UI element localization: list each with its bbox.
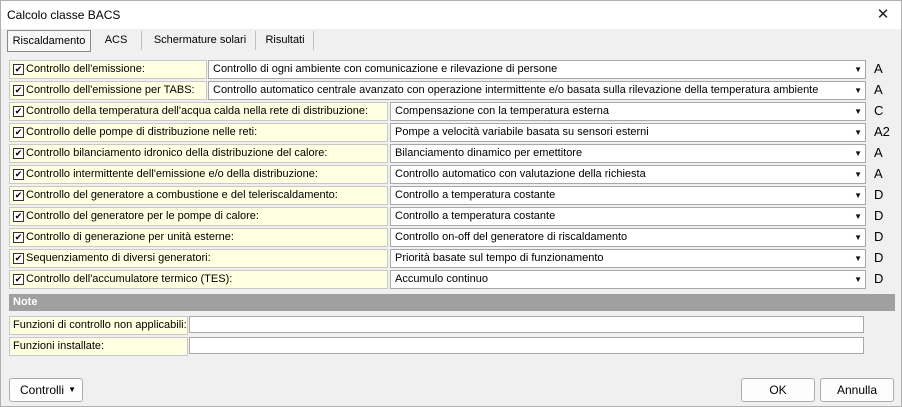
class-grade: A xyxy=(874,82,883,97)
window-title: Calcolo classe BACS xyxy=(7,8,121,22)
row-label: Controllo di generazione per unità esterne: xyxy=(26,231,234,243)
row-label-box xyxy=(9,228,388,247)
control-select[interactable] xyxy=(208,60,866,79)
ok-button[interactable]: OK xyxy=(741,378,815,402)
select-value: Priorità basate sul tempo di funzionamento xyxy=(395,252,604,264)
row-label-box xyxy=(9,165,388,184)
tab-schermature-solari[interactable]: Schermature solari xyxy=(145,31,256,50)
chevron-down-icon: ▼ xyxy=(68,385,76,394)
installed-functions-input[interactable] xyxy=(189,337,864,354)
class-grade: D xyxy=(874,250,884,265)
chevron-down-icon: ▼ xyxy=(854,191,862,200)
checkbox[interactable]: ✔ xyxy=(14,85,23,95)
control-row xyxy=(9,186,895,205)
note-label-box xyxy=(9,337,188,356)
checkbox[interactable]: ✔ xyxy=(14,211,23,221)
control-select[interactable] xyxy=(390,207,866,226)
row-label: Controllo dell'emissione: xyxy=(26,63,145,75)
checkbox[interactable]: ✔ xyxy=(14,127,23,137)
tab-risultati[interactable]: Risultati xyxy=(257,31,314,50)
class-grade: A xyxy=(874,166,883,181)
checkbox[interactable]: ✔ xyxy=(14,169,23,179)
note-label: Funzioni installate: xyxy=(13,340,105,352)
select-value: Controllo on-off del generatore di riscaldamento xyxy=(395,231,628,243)
row-label-box xyxy=(9,123,388,142)
chevron-down-icon: ▼ xyxy=(854,86,862,95)
chevron-down-icon: ▼ xyxy=(854,275,862,284)
control-row xyxy=(9,165,895,184)
row-label: Controllo del generatore a combustione e del teleriscaldamento: xyxy=(26,189,338,201)
control-row xyxy=(9,228,895,247)
row-label: Controllo intermittente dell'emissione e/o della distribuzione: xyxy=(26,168,318,180)
control-select[interactable] xyxy=(390,123,866,142)
row-label-box xyxy=(9,186,388,205)
row-label-box xyxy=(9,60,207,79)
note-label: Funzioni di controllo non applicabili: xyxy=(13,319,187,331)
class-grade: D xyxy=(874,208,884,223)
select-value: Controllo a temperatura costante xyxy=(395,189,556,201)
checkbox[interactable]: ✔ xyxy=(14,232,23,242)
notes-header-label: Note xyxy=(13,296,38,308)
class-grade: A2 xyxy=(874,124,890,139)
close-icon[interactable]: ✕ xyxy=(876,6,890,23)
control-select[interactable] xyxy=(390,144,866,163)
select-value: Controllo di ogni ambiente con comunicazione e rilevazione di persone xyxy=(213,63,558,75)
class-grade: C xyxy=(874,103,884,118)
control-row xyxy=(9,60,895,79)
class-grade: D xyxy=(874,229,884,244)
chevron-down-icon: ▼ xyxy=(854,212,862,221)
chevron-down-icon: ▼ xyxy=(854,65,862,74)
row-label-box xyxy=(9,144,388,163)
control-row xyxy=(9,123,895,142)
chevron-down-icon: ▼ xyxy=(854,107,862,116)
select-value: Pompe a velocità variabile basata su sensori esterni xyxy=(395,126,649,138)
tab-riscaldamento[interactable]: Riscaldamento xyxy=(7,30,91,52)
row-label: Controllo delle pompe di distribuzione nelle reti: xyxy=(26,126,258,138)
controls-button-label: Controlli xyxy=(20,383,65,397)
row-label-box xyxy=(9,270,388,289)
chevron-down-icon: ▼ xyxy=(854,254,862,263)
select-value: Compensazione con la temperatura esterna xyxy=(395,105,610,117)
select-value: Controllo a temperatura costante xyxy=(395,210,556,222)
class-grade: D xyxy=(874,187,884,202)
checkbox[interactable]: ✔ xyxy=(14,253,23,263)
control-row xyxy=(9,81,895,100)
control-row xyxy=(9,270,895,289)
cancel-button[interactable]: Annulla xyxy=(820,378,894,402)
row-label: Sequenziamento di diversi generatori: xyxy=(26,252,211,264)
row-label-box xyxy=(9,102,388,121)
checkbox[interactable]: ✔ xyxy=(14,148,23,158)
controls-dropdown-button[interactable] xyxy=(9,378,83,402)
control-row xyxy=(9,102,895,121)
checkbox[interactable]: ✔ xyxy=(14,190,23,200)
control-select[interactable] xyxy=(390,228,866,247)
control-row xyxy=(9,144,895,163)
class-grade: A xyxy=(874,145,883,160)
notes-header xyxy=(9,294,895,311)
control-select[interactable] xyxy=(208,81,866,100)
chevron-down-icon: ▼ xyxy=(854,170,862,179)
control-select[interactable] xyxy=(390,270,866,289)
checkbox[interactable]: ✔ xyxy=(14,106,23,116)
row-label: Controllo bilanciamento idronico della distribuzione del calore: xyxy=(26,147,328,159)
control-row xyxy=(9,249,895,268)
class-grade: D xyxy=(874,271,884,286)
row-label-box xyxy=(9,207,388,226)
checkbox[interactable]: ✔ xyxy=(14,64,23,74)
chevron-down-icon: ▼ xyxy=(854,128,862,137)
chevron-down-icon: ▼ xyxy=(854,233,862,242)
row-label: Controllo dell'emissione per TABS: xyxy=(26,84,195,96)
select-value: Controllo automatico con valutazione della richiesta xyxy=(395,168,646,180)
control-select[interactable] xyxy=(390,165,866,184)
select-value: Controllo automatico centrale avanzato con operazione intermittente e/o basata sulla rilevazione della temperatura ambiente xyxy=(213,84,819,96)
row-label: Controllo del generatore per le pompe di calore: xyxy=(26,210,259,222)
chevron-down-icon: ▼ xyxy=(854,149,862,158)
control-select[interactable] xyxy=(390,186,866,205)
tab-acs[interactable]: ACS xyxy=(91,31,142,50)
row-label: Controllo dell'accumulatore termico (TES): xyxy=(26,273,233,285)
note-label-box xyxy=(9,316,188,335)
control-select[interactable] xyxy=(390,102,866,121)
checkbox[interactable]: ✔ xyxy=(14,274,23,284)
select-value: Bilanciamento dinamico per emettitore xyxy=(395,147,583,159)
non-applicable-functions-input[interactable] xyxy=(189,316,864,333)
select-value: Accumulo continuo xyxy=(395,273,488,285)
control-row xyxy=(9,207,895,226)
control-select[interactable] xyxy=(390,249,866,268)
title-bar xyxy=(1,1,901,29)
row-label: Controllo della temperatura dell'acqua calda nella rete di distribuzione: xyxy=(26,105,369,117)
row-label-box xyxy=(9,249,388,268)
row-label-box xyxy=(9,81,207,100)
class-grade: A xyxy=(874,61,883,76)
